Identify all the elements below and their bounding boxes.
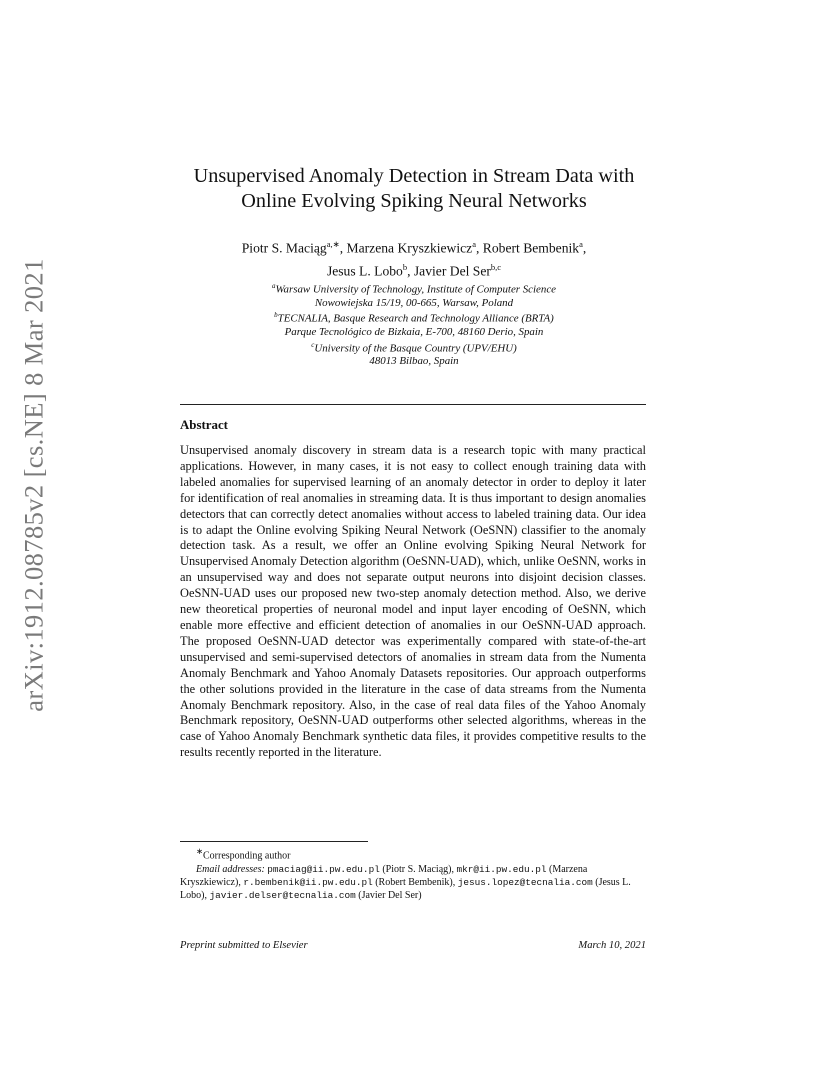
footer-date: March 10, 2021: [578, 940, 646, 951]
title-line-1: Unsupervised Anomaly Detection in Stream Data with: [193, 165, 635, 187]
affiliation-c: $^c$University of the Basque Country (UPV/EHU): [311, 340, 517, 355]
author-affiliation-mark: a: [472, 239, 476, 249]
email-link[interactable]: javier.delser@tecnalia.com: [209, 889, 356, 901]
email-owner: (Marzena Kryszkiewicz): [180, 863, 588, 888]
email-link[interactable]: pmaciag@ii.pw.edu.pl: [267, 863, 380, 875]
author-affiliation-mark: a: [579, 239, 583, 249]
abstract-top-rule: [180, 404, 646, 405]
email-owner: (Jesus L. Lobo): [180, 876, 631, 901]
affiliation-b: $^b$TECNALIA, Basque Research and Technology Alliance (BRTA): [274, 311, 554, 326]
author-affiliation-mark: b,c: [490, 261, 502, 272]
footnote: [180, 845, 646, 902]
affiliation-c-address: 48013 Bilbao, Spain: [369, 355, 459, 368]
affiliation-a: $^a$Warsaw University of Technology, Institute of Computer Science: [271, 282, 556, 296]
email-link[interactable]: r.bembenik@ii.pw.edu.pl: [243, 876, 373, 888]
corresponding-author-note: ∗Corresponding author: [196, 847, 291, 862]
email-label: Email addresses:: [196, 863, 265, 875]
author-name: Javier Del Ser: [413, 263, 491, 279]
affiliations: [150, 280, 678, 368]
email-owner: (Javier Del Ser): [358, 889, 422, 901]
author-name: Piotr S. Maciąg: [241, 240, 327, 256]
author-name: Jesus L. Lobo: [326, 263, 403, 279]
page-footer: [180, 940, 646, 951]
arxiv-sidebar-stamp: [16, 258, 52, 712]
affiliation-a-address: Nowowiejska 15/19, 00-665, Warsaw, Poland: [314, 296, 514, 309]
author-affiliation-mark: b: [402, 261, 408, 272]
author-name: Robert Bembenik: [482, 240, 580, 256]
email-link[interactable]: jesus.lopez@tecnalia.com: [457, 876, 593, 888]
preprint-note: Preprint submitted to Elsevier: [180, 940, 308, 951]
author-list: Piotr S. Maciąg$^{a,∗}$, Marzena Kryszkiewicz$^a$, Robert Bembenik$^a$, Jesus L. Lobo$^b$, Javier Del Ser$^{b,c}$: [241, 239, 587, 279]
email-owner: (Piotr S. Maciąg): [382, 863, 452, 875]
author-name: Marzena Kryszkiewicz: [346, 240, 473, 256]
email-addresses: Email addresses: pmaciag@ii.pw.edu.pl (Piotr S. Maciąg), mkr@ii.pw.edu.pl (Marzena Kryszkiewicz), r.bembenik@ii.pw.edu.pl (Robert Bembenik), jesus.lopez@tecnalia.com (Jesus L. Lobo), javier.delser@tecnalia.com (Javier Del Ser): [180, 863, 631, 901]
email-link[interactable]: mkr@ii.pw.edu.pl: [456, 863, 547, 875]
author-affiliation-mark: a,∗: [326, 239, 340, 249]
abstract-text: Unsupervised anomaly discovery in stream data is a research topic with many practical applications. However, in many cases, it is not easy to collect enough training data with labeled anomalies for supervised learning of an anomaly detector in order to deploy it later for identification of real anomalies in streaming data. It is thus important to design anomalies detectors that can correctly detect anomalies without access to labeled training data. Our idea is to adapt the Online evolving Spiking Neural Network (OeSNN) classifier to the anomaly detection task. As a result, we offer an Online evolving Spiking Neural Network for Unsupervised Anomaly Detection algorithm (OeSNN-UAD), which, unlike OeSNN, works in an unsupervised way and does not separate output neurons into disjoint decision classes. OeSNN-UAD uses our proposed new two-step anomaly detection method. Also, we derive new theoretical properties of neuronal model and input layer encoding of OeSNN, which enable more effective and efficient detection of anomalies in our OeSNN-UAD approach. The proposed OeSNN-UAD detector was experimentally compared with state-of-the-art unsupervised and semi-supervised detectors of anomalies in stream data from the Numenta Anomaly Benchmark and Yahoo Anomaly Datasets repositories. Our approach outperforms the other solutions provided in the literature in the case of data streams from the Numenta Anomaly Benchmark repository. Also, in the case of real data files of the Yahoo Anomaly Benchmark repository, OeSNN-UAD outperforms other selected algorithms, whereas in the case of Yahoo Anomaly Benchmark synthetic data files, it provides competitive results to the results recently reported in the literature.: [180, 443, 646, 760]
arxiv-identifier: arXiv:1912.08785v2 [cs.NE] 8 Mar 2021: [18, 258, 49, 712]
abstract-heading: Abstract: [180, 418, 228, 432]
footnote-rule: [180, 841, 368, 842]
title-line-2: Online Evolving Spiking Neural Networks: [241, 190, 587, 212]
affiliation-b-address: Parque Tecnológico de Bizkaia, E-700, 48160 Derio, Spain: [284, 325, 544, 338]
email-owner: (Robert Bembenik): [375, 876, 453, 888]
paper-title: [150, 164, 678, 214]
